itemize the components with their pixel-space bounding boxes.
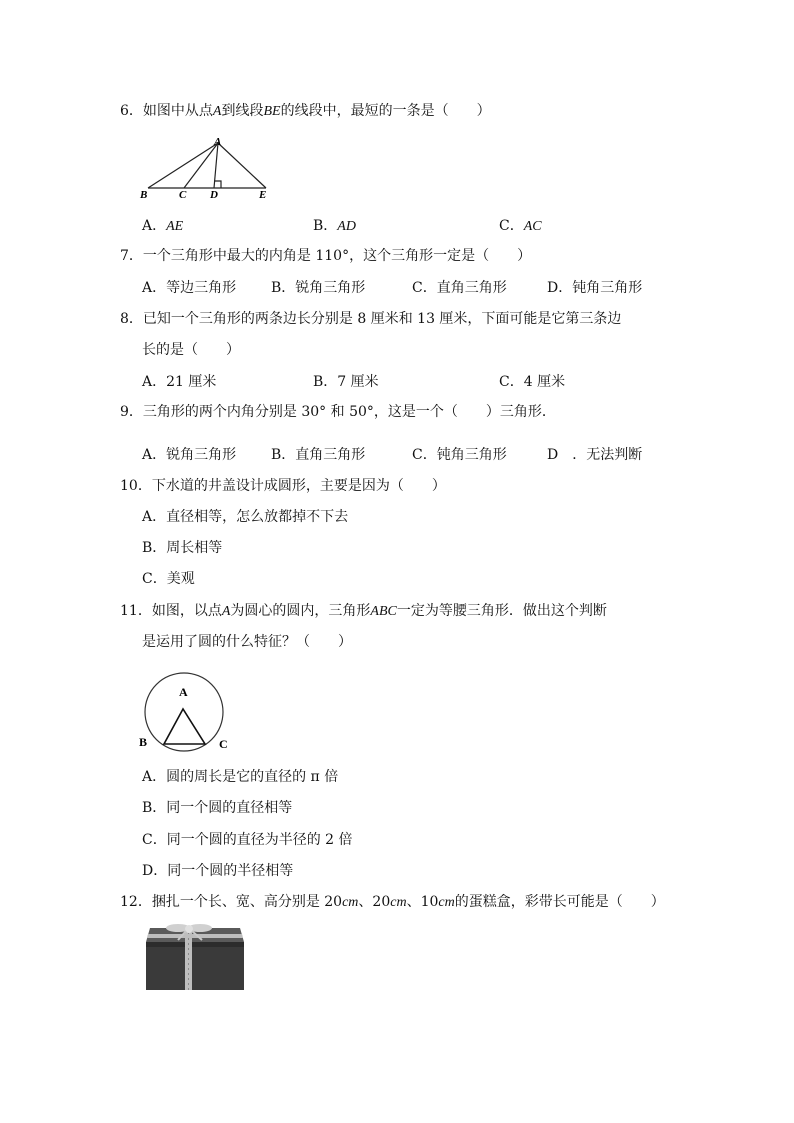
- question-8-stem-line2: 长的是（ ）: [142, 342, 240, 358]
- question-8-stem-line1: 8．已知一个三角形的两条边长分别是 8 厘米和 13 厘米，下面可能是它第三条边: [120, 311, 622, 327]
- q7-option-d[interactable]: D．钝角三角形: [547, 280, 643, 296]
- question-12-stem: 12．捆扎一个长、宽、高分别是 20cm、20cm、10cm的蛋糕盒，彩带长可能是（ ）: [120, 894, 665, 910]
- q10-option-c[interactable]: C．美观: [142, 571, 195, 587]
- label-B: B: [139, 735, 148, 749]
- label-A: A: [179, 685, 188, 699]
- q6-option-b[interactable]: B．AD: [313, 218, 356, 234]
- q7-option-b[interactable]: B．锐角三角形: [271, 280, 366, 296]
- label-C: C: [179, 189, 187, 201]
- triangle-segments-figure: [138, 135, 278, 203]
- q10-option-b[interactable]: B．周长相等: [142, 540, 223, 556]
- q7-option-c[interactable]: C．直角三角形: [412, 280, 507, 296]
- question-11-stem-line1: 11．如图，以点A为圆心的圆内，三角形ABC一定为等腰三角形．做出这个判断: [120, 603, 607, 619]
- q9-option-d[interactable]: D ．无法判断: [547, 447, 643, 463]
- q9-option-a[interactable]: A．锐角三角形: [142, 447, 237, 463]
- q9-option-b[interactable]: B．直角三角形: [271, 447, 366, 463]
- q11-option-d[interactable]: D．同一个圆的半径相等: [142, 863, 294, 879]
- label-E: E: [259, 189, 267, 201]
- q6-option-a[interactable]: A．AE: [142, 218, 184, 234]
- question-11-stem-line2: 是运用了圆的什么特征？（ ）: [142, 634, 352, 650]
- circle-triangle-figure: [134, 666, 238, 760]
- q10-option-a[interactable]: A．直径相等，怎么放都掉不下去: [142, 509, 349, 525]
- label-C: C: [219, 737, 228, 751]
- q8-option-c[interactable]: C．4 厘米: [499, 374, 566, 390]
- label-D: D: [210, 189, 218, 201]
- label-B: B: [140, 189, 148, 201]
- cake-box-image: [142, 920, 248, 994]
- q9-option-c[interactable]: C．钝角三角形: [412, 447, 507, 463]
- question-6-stem: 6．如图中从点A到线段BE的线段中，最短的一条是（ ）: [120, 103, 491, 119]
- question-9-stem: 9．三角形的两个内角分别是 30° 和 50°，这是一个（ ）三角形．: [120, 404, 556, 420]
- question-7-stem: 7．一个三角形中最大的内角是 110°，这个三角形一定是（ ）: [120, 248, 532, 264]
- q11-option-c[interactable]: C．同一个圆的直径为半径的 2 倍: [142, 832, 353, 848]
- q7-option-a[interactable]: A．等边三角形: [142, 280, 237, 296]
- question-10-stem: 10．下水道的井盖设计成圆形，主要是因为（ ）: [120, 478, 446, 494]
- q11-option-a[interactable]: A．圆的周长是它的直径的 π 倍: [142, 769, 339, 785]
- q11-option-b[interactable]: B．同一个圆的直径相等: [142, 800, 293, 816]
- q8-option-b[interactable]: B．7 厘米: [313, 374, 379, 390]
- label-A: A: [214, 136, 222, 148]
- q8-option-a[interactable]: A．21 厘米: [142, 374, 217, 390]
- q6-option-c[interactable]: C．AC: [499, 218, 542, 234]
